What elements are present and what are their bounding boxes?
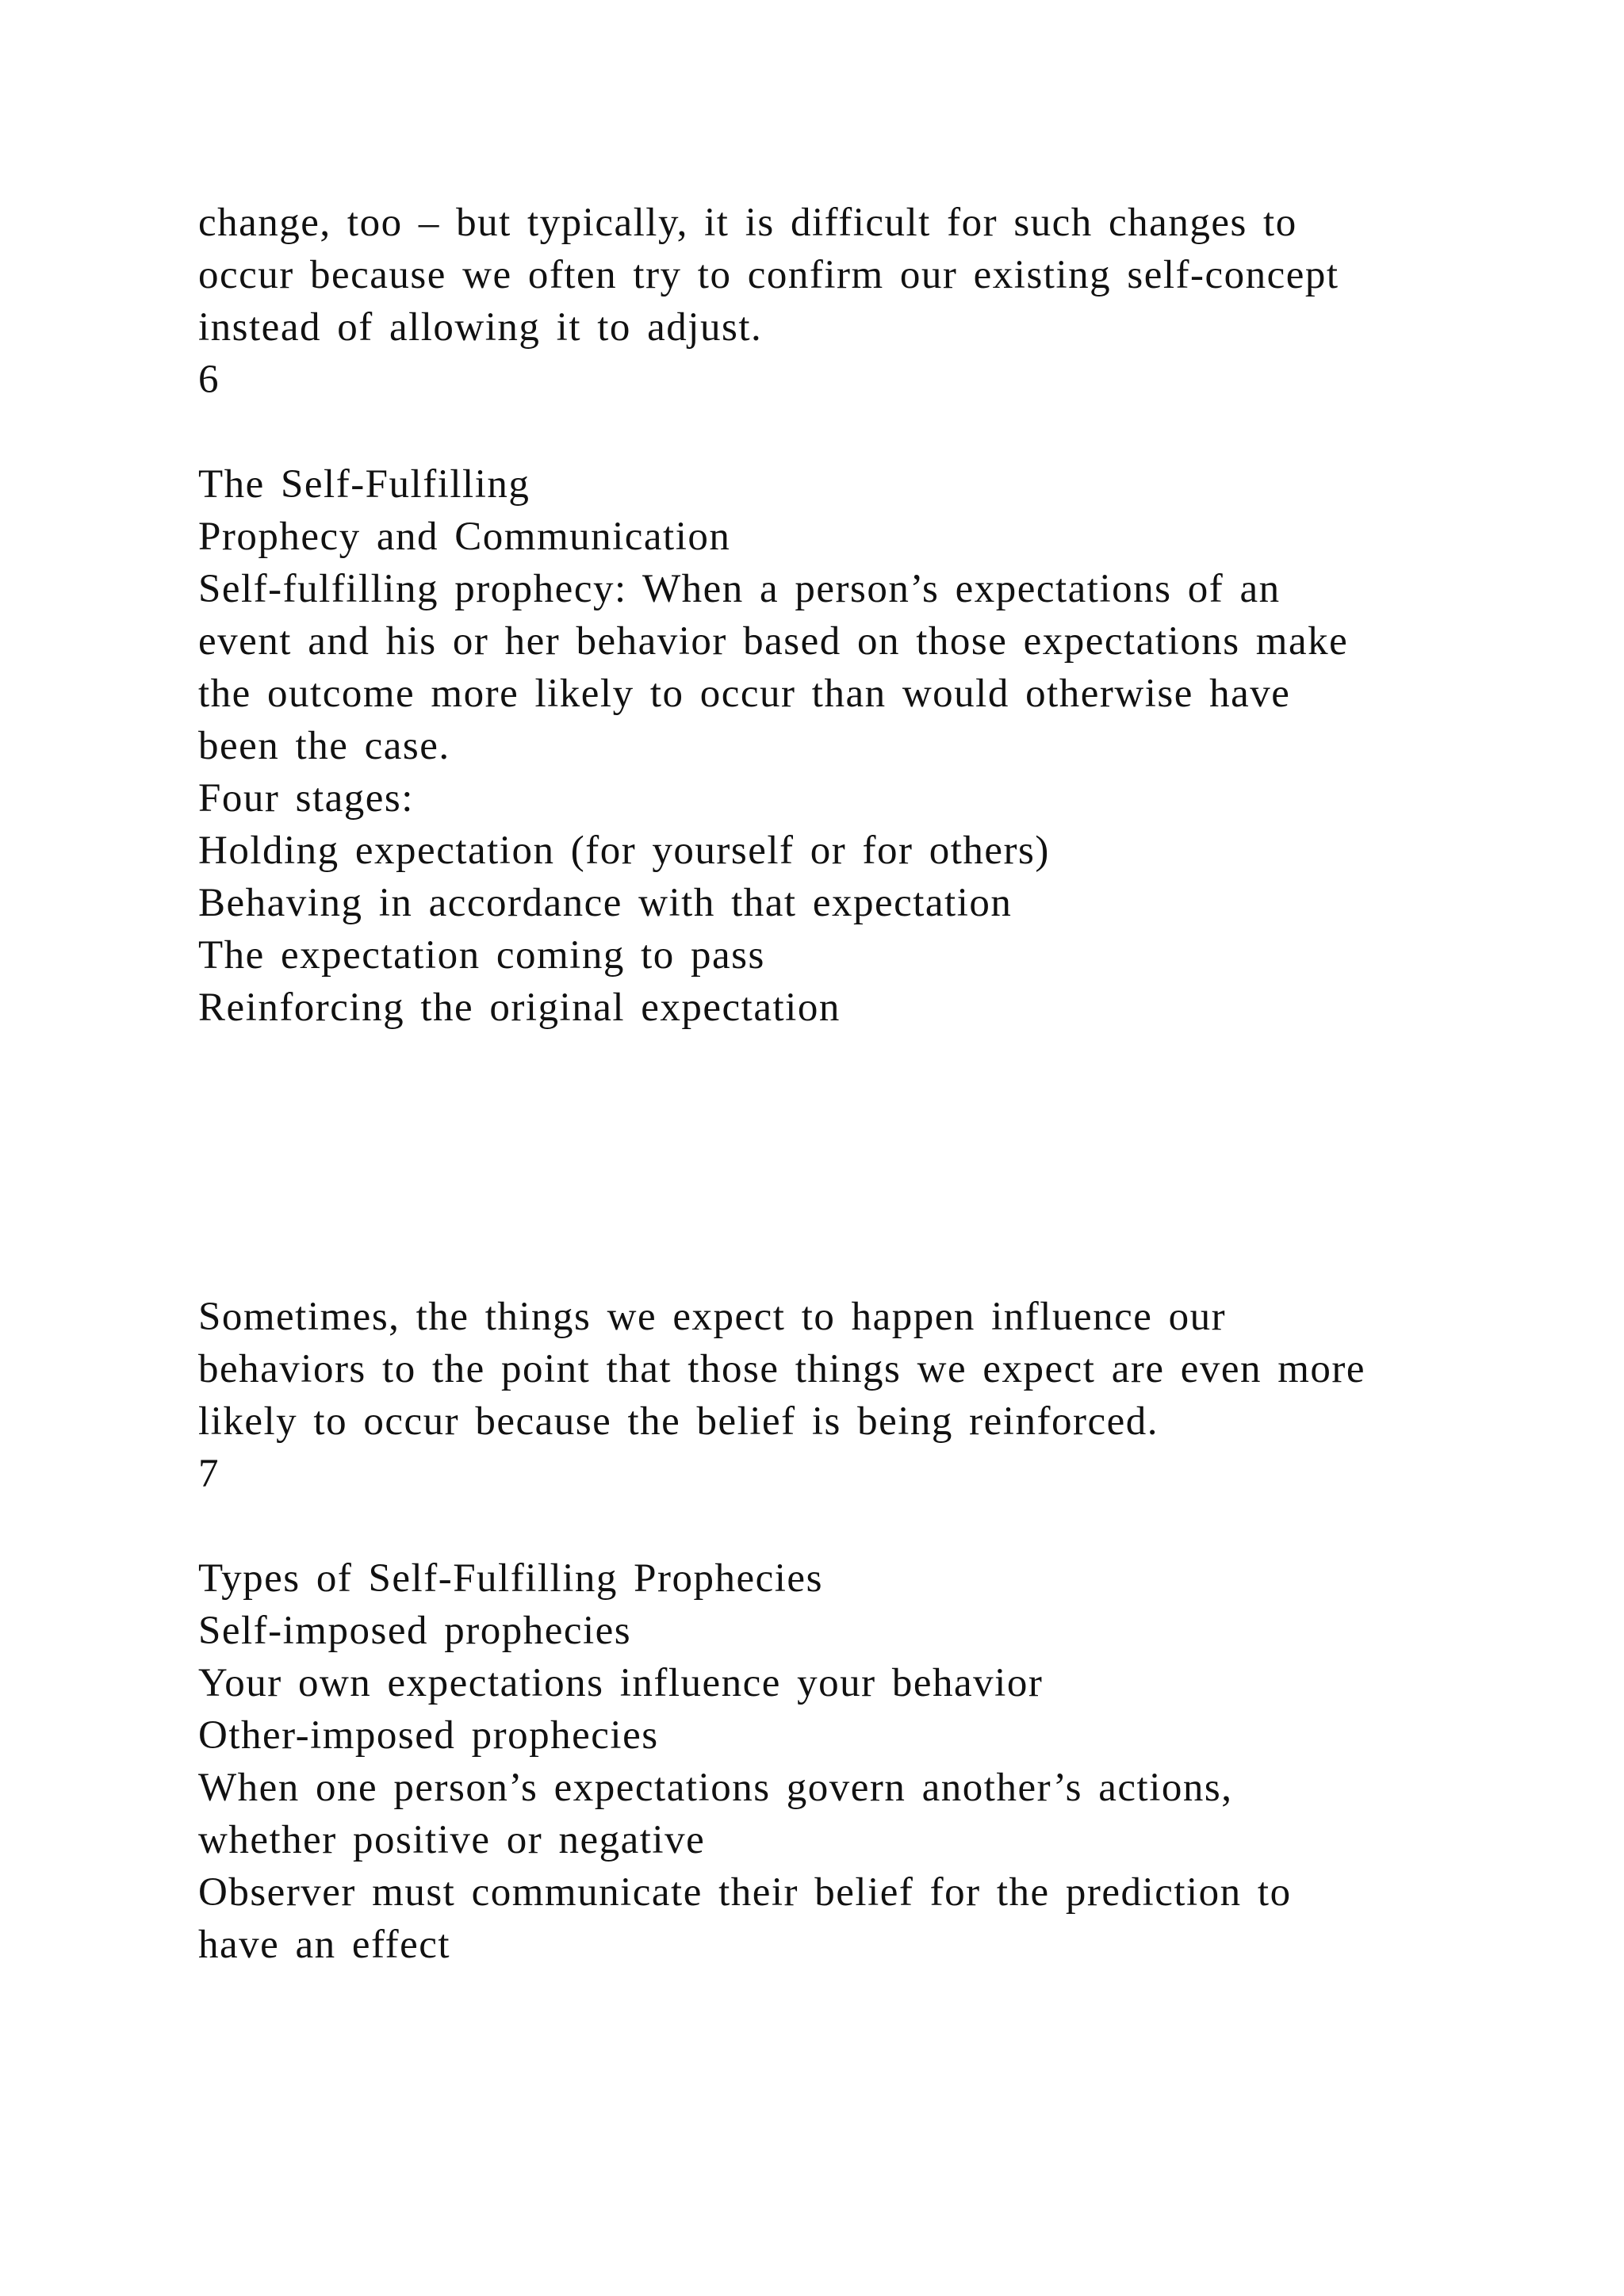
slide-number: 7 [198,1452,220,1496]
list-item: Your own expectations influence your behavior [198,1661,1044,1705]
list-item: Other-imposed prophecies [198,1713,659,1758]
blank-line [198,406,1546,458]
text-line: likely to occur because the belief is being reinforced. [198,1399,1159,1444]
list-item: The expectation coming to pass [198,933,765,978]
text-line: Self-fulfilling prophecy: When a person’s expectations of an [198,567,1281,611]
list-item: Observer must communicate their belief for the prediction to [198,1870,1292,1915]
text-line: event and his or her behavior based on those expectations make [198,619,1349,664]
text-line: instead of allowing it to adjust. [198,305,763,350]
slide-number: 6 [198,358,220,402]
list-item: Self-imposed prophecies [198,1609,632,1653]
list-item: When one person’s expectations govern another’s actions, [198,1766,1233,1810]
text-block-self-concept-and-prophecy [198,197,1546,1034]
list-item: Holding expectation (for yourself or for others) [198,828,1050,873]
text-line: been the case. [198,724,450,768]
section-heading: The Self-Fulfilling [198,462,530,507]
blank-line [198,1500,1546,1552]
text-line: the outcome more likely to occur than would otherwise have [198,672,1291,716]
list-item: Behaving in accordance with that expectation [198,881,1013,925]
text-line: occur because we often try to confirm our existing self-concept [198,253,1339,297]
text-line: behaviors to the point that those things we expect are even more [198,1347,1366,1391]
text-block-types-of-prophecies [198,1291,1546,1971]
text-line: Four stages: [198,776,414,821]
section-heading: Types of Self-Fulfilling Prophecies [198,1556,823,1601]
text-line: change, too – but typically, it is difficult for such changes to [198,201,1297,245]
list-item: whether positive or negative [198,1818,706,1862]
list-item: Reinforcing the original expectation [198,985,841,1030]
section-heading: Prophecy and Communication [198,515,731,559]
list-item: have an effect [198,1923,451,1967]
text-line: Sometimes, the things we expect to happen influence our [198,1295,1227,1339]
